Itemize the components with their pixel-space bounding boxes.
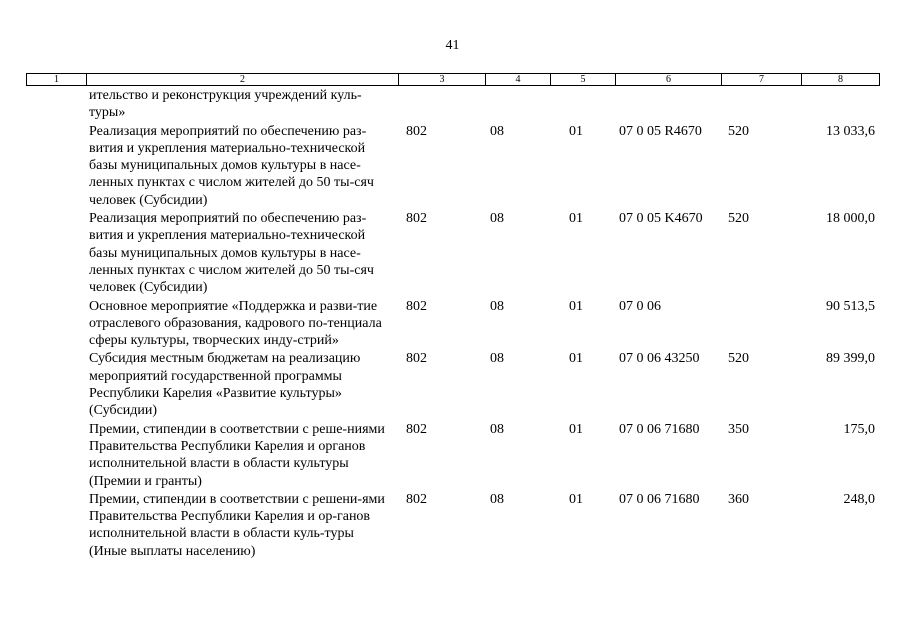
row-expense-type-code: [721, 87, 801, 123]
row-section-code: 08: [490, 123, 504, 139]
row-expense-type-code: 520: [728, 211, 749, 227]
row-subsection-code: 01: [569, 123, 583, 139]
row-target-article-code: 07 0 06: [619, 298, 661, 314]
row-section-code: 08: [490, 211, 504, 227]
row-section-code: 08: [490, 298, 504, 314]
row-ministry-code: 802: [406, 421, 427, 437]
row-subsection-code: [550, 87, 615, 123]
row-expense-type-code: 360: [728, 491, 749, 507]
row-section-code: 08: [490, 491, 504, 507]
column-number: 1: [27, 74, 87, 86]
row-subsection-code: 01: [569, 421, 583, 437]
table-row: [26, 350, 879, 420]
row-name: Премии, стипендии в соответствии с реше-ниями Правительства Республики Карелия и органов исполнительной власти в области культуры (Премии и гранты): [89, 421, 385, 489]
row-amount: 248,0: [843, 491, 875, 507]
row-target-article-code: 07 0 05 R4670: [619, 123, 702, 139]
row-amount: 18 000,0: [826, 211, 875, 227]
row-subsection-code: 01: [569, 298, 583, 314]
row-name: Основное мероприятие «Поддержка и разви-тие отраслевого образования, кадрового по-тенциала сферы культуры, творческих инду-стрий»: [89, 298, 382, 349]
column-number: 7: [722, 74, 802, 86]
column-number-header: [26, 73, 880, 86]
row-expense-type-code: 520: [728, 123, 749, 139]
row-ministry-code: 802: [406, 123, 427, 139]
row-section-code: 08: [490, 351, 504, 367]
column-number: 8: [802, 74, 880, 86]
row-target-article-code: [615, 87, 721, 123]
row-target-article-code: 07 0 05 K4670: [619, 211, 703, 227]
table-row: [26, 491, 879, 561]
column-number: 6: [616, 74, 722, 86]
row-subsection-code: 01: [569, 351, 583, 367]
row-name: Субсидия местным бюджетам на реализацию мероприятий государственной программы Республики Карелия «Развитие культуры» (Субсидии): [89, 351, 361, 419]
row-amount: 13 033,6: [826, 123, 875, 139]
column-number: 3: [399, 74, 486, 86]
row-ministry-code: 802: [406, 211, 427, 227]
row-target-article-code: 07 0 06 71680: [619, 421, 700, 437]
column-number: 5: [551, 74, 616, 86]
budget-table: [26, 87, 879, 561]
row-expense-type-code: 350: [728, 421, 749, 437]
page-number: 41: [445, 38, 460, 53]
row-section-code: [485, 87, 550, 123]
table-row: [26, 210, 879, 297]
row-subsection-code: 01: [569, 211, 583, 227]
row-amount: 175,0: [843, 421, 875, 437]
row-section-code: 08: [490, 421, 504, 437]
column-number: 2: [87, 74, 399, 86]
row-amount: [801, 87, 879, 123]
row-subsection-code: 01: [569, 491, 583, 507]
table-row: [26, 87, 879, 123]
row-ministry-code: 802: [406, 298, 427, 314]
row-expense-type-code: [721, 298, 801, 351]
row-expense-type-code: 520: [728, 351, 749, 367]
row-ministry-code: 802: [406, 351, 427, 367]
row-amount: 89 399,0: [826, 351, 875, 367]
row-ministry-code: 802: [406, 491, 427, 507]
table-row: [26, 421, 879, 491]
row-amount: 90 513,5: [826, 298, 875, 314]
row-name: Реализация мероприятий по обеспечению раз-вития и укрепления материально-технической базы муниципальных домов культуры в насе-ленных пунктах с числом жителей до 50 ты-сяч человек (Субсидии): [89, 123, 374, 208]
table-row: [26, 298, 879, 351]
table-row: [26, 123, 879, 210]
row-name: Реализация мероприятий по обеспечению раз-вития и укрепления материально-технической базы муниципальных домов культуры в насе-ленных пунктах с числом жителей до 50 ты-сяч человек (Субсидии): [89, 211, 374, 296]
row-name: ительство и реконструкция учреждений куль-туры»: [89, 88, 362, 121]
row-name: Премии, стипендии в соответствии с решени-ями Правительства Республики Карелия и ор-ганов исполнительной власти в области куль-туры (Иные выплаты населению): [89, 491, 385, 559]
column-number: 4: [486, 74, 551, 86]
row-ministry-code: [398, 87, 485, 123]
row-target-article-code: 07 0 06 43250: [619, 351, 700, 367]
row-target-article-code: 07 0 06 71680: [619, 491, 700, 507]
